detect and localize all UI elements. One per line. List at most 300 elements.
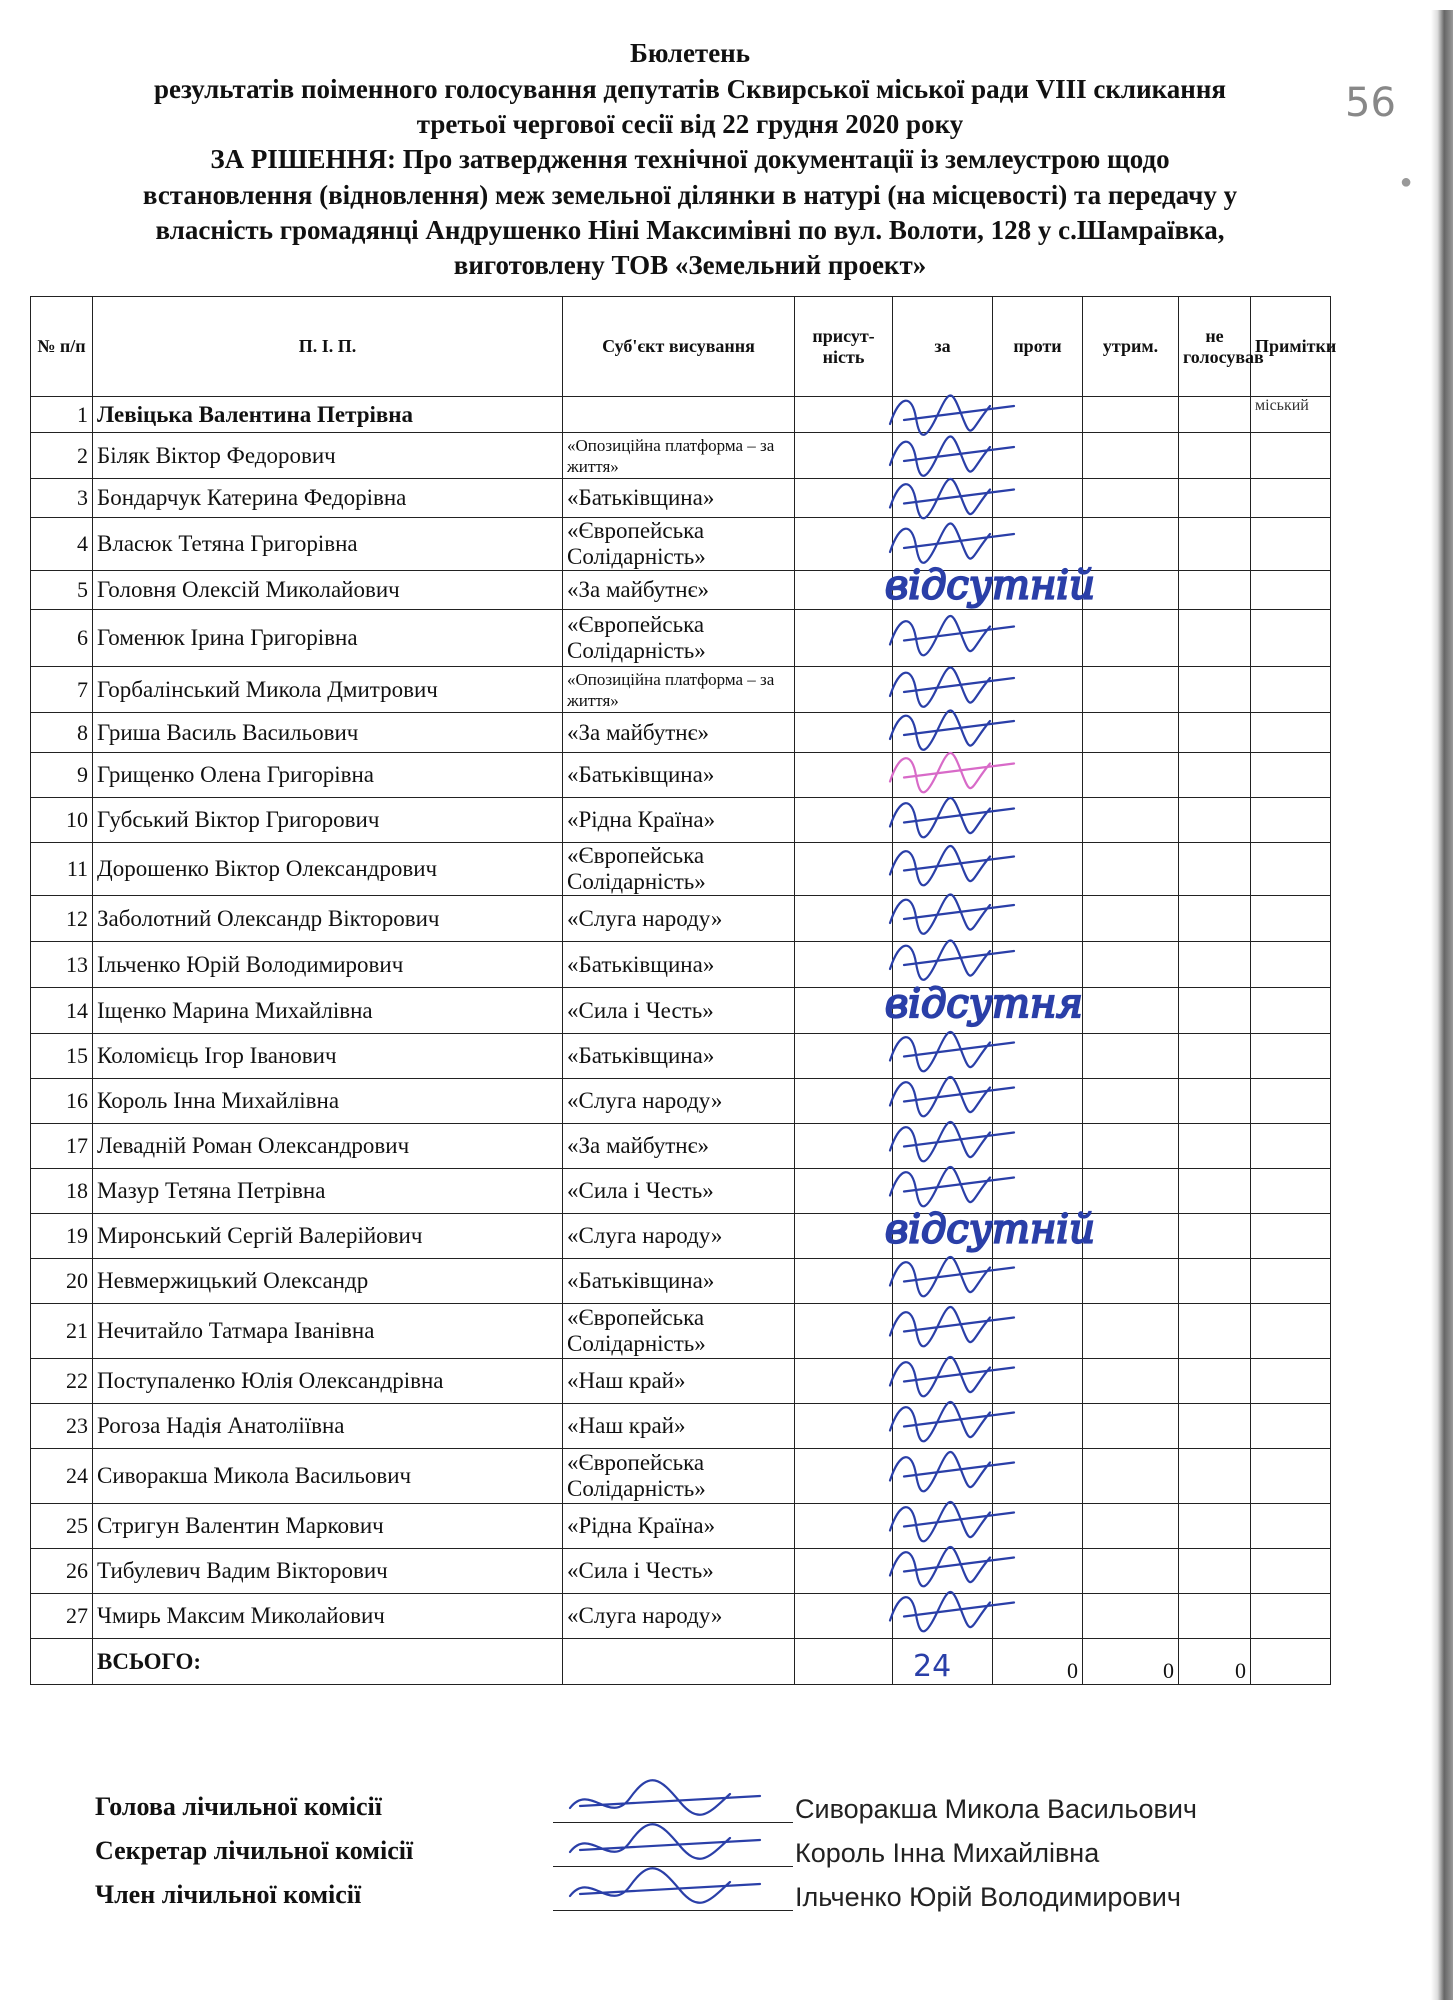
row-number: 16 — [31, 1079, 93, 1124]
table-row — [31, 1549, 1331, 1594]
deputy-name: Коломієць Ігор Іванович — [93, 1034, 563, 1079]
presence-cell — [795, 753, 893, 798]
col-header-party: Суб'єкт висування — [563, 297, 795, 397]
table-row — [31, 667, 1331, 713]
deputy-name: Король Інна Михайлівна — [93, 1079, 563, 1124]
deputy-name: Горбалінський Микола Дмитрович — [93, 667, 563, 713]
committee-signature — [570, 1824, 760, 1859]
vote-abstain-cell — [1083, 1594, 1179, 1639]
table-row — [31, 610, 1331, 667]
vote-abstain-cell — [1083, 1404, 1179, 1449]
note-cell — [1251, 843, 1331, 896]
presence-cell — [795, 667, 893, 713]
presence-cell — [795, 798, 893, 843]
decision-line-1: ЗА РІШЕННЯ: Про затвердження технічної документації із землеустрою щодо — [210, 144, 1170, 174]
presence-cell — [795, 433, 893, 479]
vote-abstain-cell — [1083, 1124, 1179, 1169]
vote-abstain-cell — [1083, 1079, 1179, 1124]
deputy-party: «Рідна Країна» — [563, 798, 795, 843]
deputy-party: «Наш край» — [563, 1404, 795, 1449]
row-number: 25 — [31, 1504, 93, 1549]
vote-for-cell — [893, 571, 993, 610]
not-voted-cell — [1179, 1549, 1251, 1594]
member-role: Член лічильної комісії — [95, 1880, 362, 1909]
presence-cell — [795, 1214, 893, 1259]
vote-abstain-cell — [1083, 1449, 1179, 1504]
row-number: 8 — [31, 713, 93, 753]
col-header-name: П. І. П. — [93, 297, 563, 397]
table-row — [31, 1504, 1331, 1549]
deputy-name: Нечитайло Татмара Іванівна — [93, 1304, 563, 1359]
vote-for-cell — [893, 518, 993, 571]
note-cell — [1251, 988, 1331, 1034]
deputy-name: Миронський Сергій Валерійович — [93, 1214, 563, 1259]
secretary-name: Король Інна Михайлівна — [795, 1838, 1100, 1868]
row-number: 15 — [31, 1034, 93, 1079]
total-abstain: 0 — [1083, 1639, 1179, 1685]
vote-for-cell — [893, 433, 993, 479]
vote-against-cell — [993, 610, 1083, 667]
deputy-party: «Батьківщина» — [563, 942, 795, 988]
table-row — [31, 518, 1331, 571]
row-number: 26 — [31, 1549, 93, 1594]
vote-abstain-cell — [1083, 1214, 1179, 1259]
table-row — [31, 479, 1331, 518]
vote-against-cell — [993, 479, 1083, 518]
not-voted-cell — [1179, 667, 1251, 713]
table-row — [31, 1169, 1331, 1214]
row-number: 2 — [31, 433, 93, 479]
col-header-for: за — [893, 297, 993, 397]
vote-against-cell — [993, 518, 1083, 571]
not-voted-cell — [1179, 1449, 1251, 1504]
deputy-name: Гоменюк Ірина Григорівна — [93, 610, 563, 667]
row-number: 24 — [31, 1449, 93, 1504]
deputy-party: «Європейська Солідарність» — [563, 843, 795, 896]
not-voted-cell — [1179, 713, 1251, 753]
deputy-party: «За майбутнє» — [563, 571, 795, 610]
total-against: 0 — [993, 1639, 1083, 1685]
vote-for-cell — [893, 1034, 993, 1079]
chair-signature-line — [553, 1822, 793, 1823]
presence-cell — [795, 713, 893, 753]
vote-for-cell — [893, 1594, 993, 1639]
presence-cell — [795, 1359, 893, 1404]
col-header-notes: Примітки — [1251, 297, 1331, 397]
note-cell — [1251, 1404, 1331, 1449]
note-cell — [1251, 1504, 1331, 1549]
deputy-party: «Європейська Солідарність» — [563, 518, 795, 571]
presence-cell — [795, 988, 893, 1034]
presence-cell — [795, 1169, 893, 1214]
table-row — [31, 1259, 1331, 1304]
deputy-name: Головня Олексій Миколайович — [93, 571, 563, 610]
row-number: 17 — [31, 1124, 93, 1169]
note-cell — [1251, 518, 1331, 571]
table-row — [31, 798, 1331, 843]
vote-against-cell — [993, 942, 1083, 988]
note-cell — [1251, 479, 1331, 518]
table-row — [31, 713, 1331, 753]
deputy-name: Чмирь Максим Миколайович — [93, 1594, 563, 1639]
vote-against-cell — [993, 896, 1083, 942]
vote-against-cell — [993, 753, 1083, 798]
presence-cell — [795, 942, 893, 988]
table-row — [31, 753, 1331, 798]
presence-cell — [795, 397, 893, 433]
not-voted-cell — [1179, 798, 1251, 843]
row-number: 22 — [31, 1359, 93, 1404]
vote-abstain-cell — [1083, 571, 1179, 610]
total-present-blank — [795, 1639, 893, 1685]
deputy-party: «Наш край» — [563, 1359, 795, 1404]
row-number: 11 — [31, 843, 93, 896]
note-cell — [1251, 1034, 1331, 1079]
presence-cell — [795, 518, 893, 571]
deputy-party: «За майбутнє» — [563, 713, 795, 753]
vote-abstain-cell — [1083, 1304, 1179, 1359]
deputy-party: «Рідна Країна» — [563, 1504, 795, 1549]
total-party-blank — [563, 1639, 795, 1685]
vote-abstain-cell — [1083, 942, 1179, 988]
vote-for-cell — [893, 1449, 993, 1504]
deputy-party: «Європейська Солідарність» — [563, 1449, 795, 1504]
vote-abstain-cell — [1083, 1034, 1179, 1079]
deputy-party: «Сила і Честь» — [563, 988, 795, 1034]
row-number: 20 — [31, 1259, 93, 1304]
table-row — [31, 571, 1331, 610]
not-voted-cell — [1179, 843, 1251, 896]
note-cell — [1251, 942, 1331, 988]
deputy-name: Дорошенко Віктор Олександрович — [93, 843, 563, 896]
vote-abstain-cell — [1083, 798, 1179, 843]
presence-cell — [795, 1259, 893, 1304]
deputy-party: «Слуга народу» — [563, 1214, 795, 1259]
note-cell — [1251, 1304, 1331, 1359]
presence-cell — [795, 1404, 893, 1449]
deputy-name: Гриша Василь Васильович — [93, 713, 563, 753]
chair-role: Голова лічильної комісії — [95, 1792, 382, 1821]
committee-signature — [570, 1868, 760, 1903]
vote-against-cell — [993, 798, 1083, 843]
member-signature-line — [553, 1910, 793, 1911]
vote-abstain-cell — [1083, 518, 1179, 571]
row-number: 23 — [31, 1404, 93, 1449]
vote-for-cell — [893, 397, 993, 433]
vote-against-cell — [993, 397, 1083, 433]
deputy-name: Ільченко Юрій Володимирович — [93, 942, 563, 988]
col-header-not-voted: не голосував — [1179, 297, 1251, 397]
table-row — [31, 1034, 1331, 1079]
vote-abstain-cell — [1083, 667, 1179, 713]
table-row — [31, 1594, 1331, 1639]
presence-cell — [795, 1304, 893, 1359]
row-number: 18 — [31, 1169, 93, 1214]
col-header-abstain: утрим. — [1083, 297, 1179, 397]
document-subtitle-2: третьої чергової сесії від 22 грудня 2020 року — [416, 109, 964, 139]
vote-for-cell — [893, 1259, 993, 1304]
table-row — [31, 896, 1331, 942]
not-voted-cell — [1179, 610, 1251, 667]
deputy-party: «Сила і Честь» — [563, 1169, 795, 1214]
secretary-signature-line — [553, 1866, 793, 1867]
handwritten-absent-note: відсутній — [885, 1206, 1095, 1253]
vote-abstain-cell — [1083, 896, 1179, 942]
chair-name: Сиворакша Микола Васильович — [795, 1794, 1197, 1824]
deputy-name: Невмержицький Олександр — [93, 1259, 563, 1304]
not-voted-cell — [1179, 1359, 1251, 1404]
scan-edge — [1431, 10, 1453, 2000]
deputy-name: Губський Віктор Григорович — [93, 798, 563, 843]
total-row — [31, 1639, 1331, 1685]
table-row — [31, 1304, 1331, 1359]
vote-against-cell — [993, 1079, 1083, 1124]
vote-against-cell — [993, 1124, 1083, 1169]
table-row — [31, 433, 1331, 479]
committee-signature — [570, 1780, 760, 1815]
deputy-name: Тибулевич Вадим Вікторович — [93, 1549, 563, 1594]
deputy-name: Поступаленко Юлія Олександрівна — [93, 1359, 563, 1404]
presence-cell — [795, 479, 893, 518]
vote-for-cell — [893, 713, 993, 753]
note-cell — [1251, 753, 1331, 798]
vote-against-cell — [993, 667, 1083, 713]
vote-against-cell — [993, 1549, 1083, 1594]
vote-against-cell — [993, 1259, 1083, 1304]
vote-abstain-cell — [1083, 433, 1179, 479]
not-voted-cell — [1179, 942, 1251, 988]
vote-abstain-cell — [1083, 713, 1179, 753]
not-voted-cell — [1179, 1169, 1251, 1214]
note-cell — [1251, 667, 1331, 713]
deputy-party — [563, 397, 795, 433]
deputy-name: Власюк Тетяна Григорівна — [93, 518, 563, 571]
vote-for-cell — [893, 1079, 993, 1124]
note-cell — [1251, 1169, 1331, 1214]
vote-for-cell — [893, 1404, 993, 1449]
deputy-name: Стригун Валентин Маркович — [93, 1504, 563, 1549]
row-number: 14 — [31, 988, 93, 1034]
vote-for-cell — [893, 1504, 993, 1549]
row-number: 21 — [31, 1304, 93, 1359]
note-cell — [1251, 1079, 1331, 1124]
deputy-name: Бондарчук Катерина Федорівна — [93, 479, 563, 518]
note-cell — [1251, 433, 1331, 479]
table-row — [31, 843, 1331, 896]
vote-for-cell — [893, 479, 993, 518]
vote-for-cell — [893, 1124, 993, 1169]
row-number: 5 — [31, 571, 93, 610]
deputy-party: «Опозиційна платформа – за життя» — [563, 667, 795, 713]
vote-abstain-cell — [1083, 397, 1179, 433]
vote-for-cell — [893, 942, 993, 988]
table-row — [31, 397, 1331, 433]
total-label: ВСЬОГО: — [93, 1639, 563, 1685]
note-cell: міський — [1251, 397, 1331, 433]
not-voted-cell — [1179, 988, 1251, 1034]
voting-table — [30, 296, 1337, 1685]
note-cell — [1251, 798, 1331, 843]
presence-cell — [795, 1079, 893, 1124]
deputy-name: Іщенко Марина Михайлівна — [93, 988, 563, 1034]
decision-line-3: власність громадянці Андрушенко Ніні Максимівні по вул. Волоти, 128 у с.Шамраївка, — [155, 215, 1225, 245]
deputy-party: «Європейська Солідарність» — [563, 610, 795, 667]
vote-against-cell — [993, 988, 1083, 1034]
note-cell — [1251, 1449, 1331, 1504]
not-voted-cell — [1179, 753, 1251, 798]
vote-against-cell — [993, 1504, 1083, 1549]
vote-for-cell — [893, 753, 993, 798]
vote-against-cell — [993, 1359, 1083, 1404]
col-header-num: № п/п — [31, 297, 93, 397]
row-number: 12 — [31, 896, 93, 942]
vote-against-cell — [993, 1034, 1083, 1079]
document-subtitle-1: результатів поіменного голосування депутатів Сквирської міської ради VIII скликання — [153, 74, 1227, 104]
vote-abstain-cell — [1083, 610, 1179, 667]
vote-for-cell — [893, 610, 993, 667]
row-number: 7 — [31, 667, 93, 713]
presence-cell — [795, 1449, 893, 1504]
deputy-name: Біляк Віктор Федорович — [93, 433, 563, 479]
note-cell — [1251, 713, 1331, 753]
note-cell — [1251, 1594, 1331, 1639]
decision-line-4: виготовлену ТОВ «Земельний проект» — [453, 250, 927, 280]
deputy-name: Левадній Роман Олександрович — [93, 1124, 563, 1169]
deputy-party: «Батьківщина» — [563, 753, 795, 798]
note-cell — [1251, 1259, 1331, 1304]
presence-cell — [795, 571, 893, 610]
note-cell — [1251, 571, 1331, 610]
vote-against-cell — [993, 843, 1083, 896]
deputy-name: Мазур Тетяна Петрівна — [93, 1169, 563, 1214]
not-voted-cell — [1179, 571, 1251, 610]
not-voted-cell — [1179, 1594, 1251, 1639]
deputy-name: Заболотний Олександр Вікторович — [93, 896, 563, 942]
presence-cell — [795, 1504, 893, 1549]
vote-against-cell — [993, 1449, 1083, 1504]
document-title: Бюлетень — [629, 38, 751, 68]
presence-cell — [795, 1034, 893, 1079]
vote-abstain-cell — [1083, 843, 1179, 896]
deputy-name: Сиворакша Микола Васильович — [93, 1449, 563, 1504]
not-voted-cell — [1179, 518, 1251, 571]
note-cell — [1251, 1214, 1331, 1259]
not-voted-cell — [1179, 1404, 1251, 1449]
vote-for-cell — [893, 896, 993, 942]
vote-abstain-cell — [1083, 1169, 1179, 1214]
not-voted-cell — [1179, 479, 1251, 518]
presence-cell — [795, 610, 893, 667]
row-number: 1 — [31, 397, 93, 433]
deputy-party: «За майбутнє» — [563, 1124, 795, 1169]
vote-against-cell — [993, 1594, 1083, 1639]
not-voted-cell — [1179, 397, 1251, 433]
total-notes-blank — [1251, 1639, 1331, 1685]
table-row — [31, 942, 1331, 988]
vote-against-cell — [993, 571, 1083, 610]
vote-against-cell — [993, 1214, 1083, 1259]
total-for: 24 — [893, 1639, 993, 1685]
presence-cell — [795, 843, 893, 896]
table-row — [31, 1359, 1331, 1404]
deputy-name: Грищенко Олена Григорівна — [93, 753, 563, 798]
table-row — [31, 988, 1331, 1034]
not-voted-cell — [1179, 433, 1251, 479]
note-cell — [1251, 610, 1331, 667]
table-row — [31, 1079, 1331, 1124]
not-voted-cell — [1179, 1214, 1251, 1259]
row-number: 3 — [31, 479, 93, 518]
secretary-role: Секретар лічильної комісії — [95, 1836, 414, 1865]
vote-against-cell — [993, 1404, 1083, 1449]
vote-for-cell — [893, 988, 993, 1034]
row-number: 13 — [31, 942, 93, 988]
presence-cell — [795, 1549, 893, 1594]
table-row — [31, 1404, 1331, 1449]
vote-abstain-cell — [1083, 479, 1179, 518]
deputy-party: «Європейська Солідарність» — [563, 1304, 795, 1359]
not-voted-cell — [1179, 1259, 1251, 1304]
deputy-party: «Слуга народу» — [563, 896, 795, 942]
presence-cell — [795, 896, 893, 942]
vote-for-cell — [893, 1214, 993, 1259]
table-row — [31, 1214, 1331, 1259]
col-header-present: присут-ність — [795, 297, 893, 397]
col-header-against: проти — [993, 297, 1083, 397]
row-number: 9 — [31, 753, 93, 798]
table-row — [31, 1449, 1331, 1504]
vote-for-cell — [893, 1304, 993, 1359]
vote-against-cell — [993, 433, 1083, 479]
deputy-party: «Батьківщина» — [563, 479, 795, 518]
not-voted-cell — [1179, 1034, 1251, 1079]
total-blank — [31, 1639, 93, 1685]
deputy-party: «Батьківщина» — [563, 1259, 795, 1304]
handwritten-absent-note: відсутній — [885, 562, 1095, 609]
note-cell — [1251, 896, 1331, 942]
deputy-party: «Батьківщина» — [563, 1034, 795, 1079]
row-number: 4 — [31, 518, 93, 571]
row-number: 6 — [31, 610, 93, 667]
not-voted-cell — [1179, 896, 1251, 942]
row-number: 10 — [31, 798, 93, 843]
member-name: Ільченко Юрій Володимирович — [795, 1882, 1181, 1912]
vote-abstain-cell — [1083, 1359, 1179, 1404]
vote-against-cell — [993, 1169, 1083, 1214]
note-cell — [1251, 1549, 1331, 1594]
vote-for-cell — [893, 843, 993, 896]
decision-line-2: встановлення (відновлення) меж земельної ділянки в натурі (на місцевості) та передачу у — [142, 180, 1238, 210]
note-cell — [1251, 1124, 1331, 1169]
vote-for-cell — [893, 1169, 993, 1214]
not-voted-cell — [1179, 1079, 1251, 1124]
deputy-name: Левіцька Валентина Петрівна — [93, 397, 563, 433]
presence-cell — [795, 1124, 893, 1169]
not-voted-cell — [1179, 1304, 1251, 1359]
vote-abstain-cell — [1083, 1259, 1179, 1304]
vote-abstain-cell — [1083, 988, 1179, 1034]
deputy-party: «Сила і Честь» — [563, 1549, 795, 1594]
table-header-row — [31, 297, 1331, 397]
not-voted-cell — [1179, 1124, 1251, 1169]
margin-dot: ● — [1400, 171, 1413, 193]
row-number: 27 — [31, 1594, 93, 1639]
not-voted-cell — [1179, 1504, 1251, 1549]
note-cell — [1251, 1359, 1331, 1404]
deputy-party: «Слуга народу» — [563, 1079, 795, 1124]
deputy-party: «Опозиційна платформа – за життя» — [563, 433, 795, 479]
vote-for-cell — [893, 1549, 993, 1594]
